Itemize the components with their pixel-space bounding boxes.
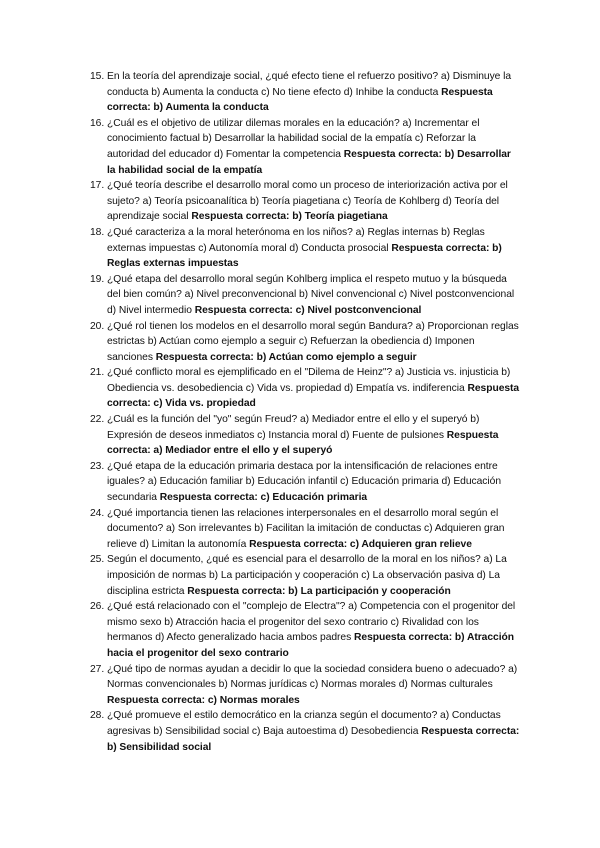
question-text: Según el documento, ¿qué es esencial para el desarrollo de la moral en los niños? a) La imposición de normas b) La participación y cooperación c) La observación pasiva d) La disciplina estricta [107, 554, 507, 597]
question-item [90, 459, 520, 506]
question-item [90, 662, 520, 709]
question-number: 26. [90, 601, 105, 613]
question-item [90, 412, 520, 459]
question-text: ¿Qué etapa del desarrollo moral según Kohlberg implica el respeto mutuo y la búsqueda del bien común? a) Nivel preconvencional b) Nivel convencional c) Nivel postconvencional d) Nivel intermedio [107, 273, 515, 316]
correct-answer: Respuesta correcta: b) Teoría piagetiana [191, 211, 388, 223]
correct-answer: Respuesta correcta: c) Normas morales [107, 694, 300, 706]
question-item [90, 599, 520, 661]
question-text: ¿Qué promueve el estilo democrático en la crianza según el documento? a) Conductas agresivas b) Sensibilidad social c) Baja autoestima d) Desobediencia [107, 710, 501, 737]
question-item [90, 319, 520, 366]
question-number: 24. [90, 507, 105, 519]
correct-answer: Respuesta correcta: c) Educación primaria [159, 492, 368, 504]
question-item [90, 365, 520, 412]
question-text: ¿Qué caracteriza a la moral heterónoma en los niños? a) Reglas internas b) Reglas externas impuestas c) Autonomía moral d) Conducta prosocial [107, 226, 485, 254]
correct-answer: Respuesta correcta: b) Desarrollar la habilidad social de la empatía [107, 148, 511, 176]
question-number: 19. [90, 273, 105, 285]
question-item [90, 225, 520, 272]
question-number: 28. [90, 710, 105, 722]
question-number: 18. [90, 226, 105, 238]
question-text: ¿Qué etapa de la educación primaria destaca por la intensificación de relaciones entre iguales? a) Educación familiar b) Educación infantil c) Educación primaria d) Educación secundaria [107, 460, 502, 504]
question-number: 23. [90, 460, 105, 472]
question-text: En la teoría del aprendizaje social, ¿qué efecto tiene el refuerzo positivo? a) Disminuye la conducta b) Aumenta la conducta c) No tiene efecto d) Inhibe la conducta [107, 71, 512, 98]
question-number: 27. [90, 663, 105, 675]
question-number: 21. [90, 367, 105, 379]
question-number: 16. [90, 117, 105, 129]
question-text: ¿Cuál es la función del "yo" según Freud? a) Mediador entre el ello y el superyó b) Expresión de deseos inmediatos c) Instancia moral d) Fuente de pulsiones [107, 414, 480, 441]
question-item [90, 708, 520, 755]
correct-answer: Respuesta correcta: b) Reglas externas impuestas [107, 242, 502, 270]
question-text: ¿Qué conflicto moral es ejemplificado en el "Dilema de Heinz"? a) Justicia vs. injusticia b) Obediencia vs. desobediencia c) Vida vs. propiedad d) Empatía vs. indiferencia [107, 367, 511, 394]
question-number: 25. [90, 554, 105, 566]
correct-answer: Respuesta correcta: b) La participación y cooperación [187, 585, 451, 597]
correct-answer: Respuesta correcta: b) Sensibilidad social [107, 725, 520, 753]
correct-answer: Respuesta correcta: b) Atracción hacia el progenitor del sexo contrario [107, 632, 514, 659]
correct-answer: Respuesta correcta: c) Nivel postconvencional [194, 304, 422, 316]
question-item [90, 272, 520, 319]
correct-answer: Respuesta correcta: b) Aumenta la conducta [107, 86, 493, 114]
question-text: ¿Qué está relacionado con el "complejo de Electra"? a) Competencia con el progenitor del mismo sexo b) Atracción hacia el progenitor del sexo contrario c) Rivalidad con los hermanos d) Afecto generalizado hacia ambos padres [107, 601, 516, 644]
question-number: 15. [90, 71, 105, 82]
question-text: ¿Qué importancia tienen las relaciones interpersonales en el desarrollo moral según el documento? a) Son irrelevantes b) Facilitan la imitación de conductas c) Adquieren gran relieve d) Limitan la autonomía [107, 507, 505, 550]
question-number: 22. [90, 414, 105, 426]
question-item [90, 69, 520, 116]
question-item [90, 506, 520, 553]
correct-answer: Respuesta correcta: b) Actúan como ejemplo a seguir [155, 351, 417, 363]
question-number: 20. [90, 320, 105, 332]
question-text: ¿Qué rol tienen los modelos en el desarrollo moral según Bandura? a) Proporcionan reglas estrictas b) Actúan como ejemplo a seguir c) Refuerzan la obediencia d) Imponen sanciones [107, 320, 519, 363]
question-text: ¿Qué teoría describe el desarrollo moral como un proceso de interiorización activa por el sujeto? a) Teoría psicoanalítica b) Teoría piagetiana c) Teoría de Kohlberg d) Teoría del aprendizaje social [107, 180, 508, 223]
correct-answer: Respuesta correcta: a) Mediador entre el ello y el superyó [107, 429, 499, 457]
question-list [90, 69, 520, 755]
correct-answer: Respuesta correcta: c) Vida vs. propiedad [107, 382, 520, 410]
question-text: ¿Cuál es el objetivo de utilizar dilemas morales en la educación? a) Incrementar el conocimiento factual b) Desarrollar la habilidad social de la empatía c) Reforzar la autoridad del educador d) Fomentar la competencia [107, 117, 480, 160]
correct-answer: Respuesta correcta: c) Adquieren gran relieve [249, 538, 472, 550]
question-text: ¿Qué tipo de normas ayudan a decidir lo que la sociedad considera bueno o adecuado? a) Normas convencionales b) Normas jurídicas c) Normas morales d) Normas culturales [107, 663, 518, 691]
question-item [90, 552, 520, 599]
question-item [90, 116, 520, 178]
question-number: 17. [90, 180, 105, 192]
question-item [90, 178, 520, 225]
